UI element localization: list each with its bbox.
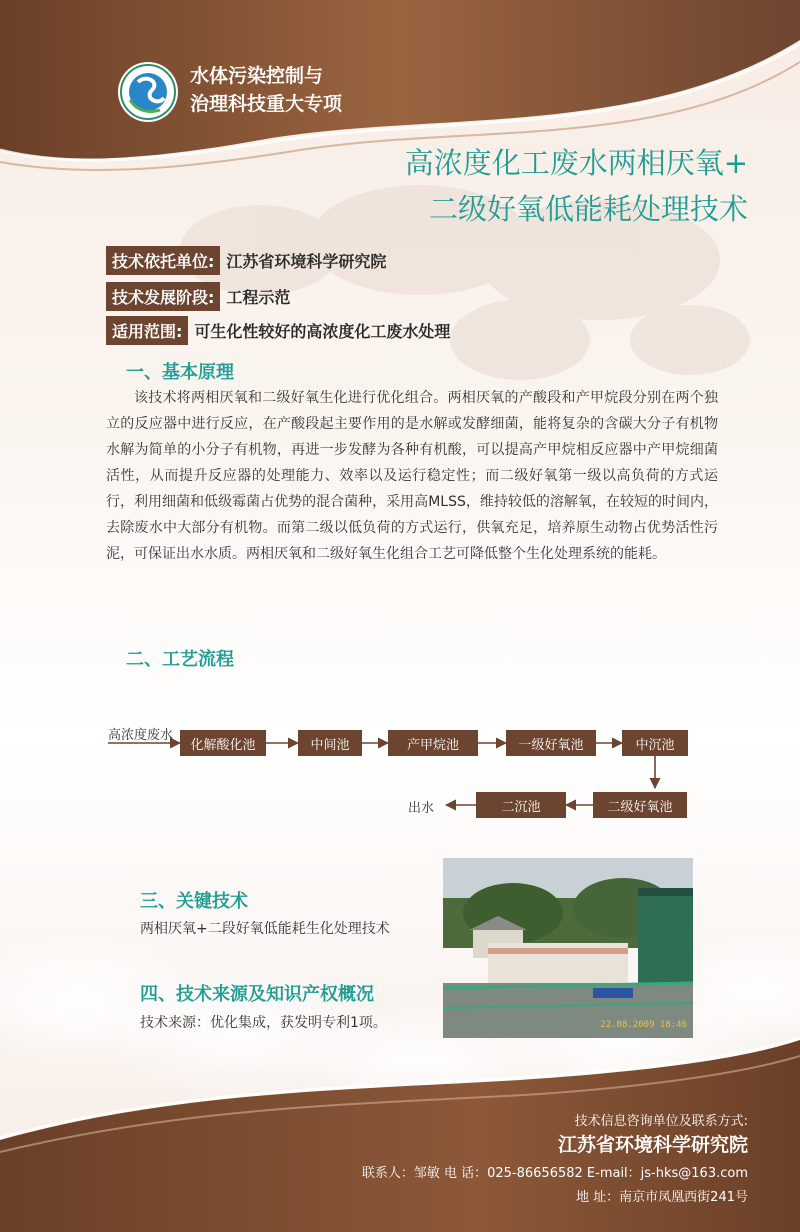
title-line1: 高浓度化工废水两相厌氧+ xyxy=(404,146,748,180)
info-tag: 技术发展阶段: xyxy=(106,282,220,311)
flow-step-hydrolysis: 化解酸化池 xyxy=(180,730,266,756)
section4-heading: 四、技术来源及知识产权概况 xyxy=(140,984,374,1005)
flow-step-aerobic1: 一级好氧池 xyxy=(506,730,596,756)
facility-photo-image xyxy=(443,858,693,1038)
flow-step-mid-settler: 中沉池 xyxy=(622,730,688,756)
info-value: 江苏省环境科学研究院 xyxy=(226,252,387,271)
info-value: 工程示范 xyxy=(226,288,291,307)
program-name-line2: 治理科技重大专项 xyxy=(190,93,343,115)
contact-address: 地 址：南京市凤凰西街241号 xyxy=(576,1190,748,1205)
info-tag: 适用范围: xyxy=(106,316,188,345)
section3-body: 两相厌氧+二段好氧低能耗生化处理技术 xyxy=(140,921,390,937)
section1-body: 该技术将两相厌氧和二级好氧生化进行优化组合。两相厌氧的产酸段和产甲烷段分别在两个独立的反应器中进行反应，在产酸段起主要作用的是水解或发酵细菌，能将复杂的含碳大分子有机物水解为简单的小分子有机物，再进一步发酵为各种有机酸，可以提高产甲烷相反应器中产甲烷细菌活性，从而提升反应器的处理能力、效率以及运行稳定性；而二级好氧第一级以高负荷的方式运行，利用细菌和低级霉菌占优势的混合菌种，采用高MLSS，维持较低的溶解氧，在较短的时间内，去除废水中大部分有机物。而第二级以低负荷的方式运行，供氧充足，培养原生动物占优势活性污泥，可保证出水水质。两相厌氧和二级好氧生化组合工艺可降低整个生化处理系统的能耗。 xyxy=(106,390,718,562)
flow-step-intermediate: 中间池 xyxy=(298,730,362,756)
section1-heading: 一、基本原理 xyxy=(126,362,234,383)
contact-heading: 技术信息咨询单位及联系方式: xyxy=(574,1114,748,1129)
title-line2: 二级好氧低能耗处理技术 xyxy=(428,192,748,226)
photo-date-stamp: 22.08.2009 18:46 xyxy=(600,1020,687,1030)
flow-input-label: 高浓度废水 xyxy=(108,728,174,743)
flow-output-label: 出水 xyxy=(408,801,435,816)
facility-photo xyxy=(443,858,693,1038)
info-value: 可生化性较好的高浓度化工废水处理 xyxy=(194,322,451,341)
section2-heading: 二、工艺流程 xyxy=(126,649,234,670)
info-tag: 技术依托单位: xyxy=(106,246,220,275)
flow-step-methane: 产甲烷池 xyxy=(388,730,478,756)
program-name-line1: 水体污染控制与 xyxy=(190,65,324,87)
contact-phone-email: 联系人：邹敏 电 话：025-86656582 E-mail：js-hks@163.com xyxy=(361,1166,748,1181)
contact-org: 江苏省环境科学研究院 xyxy=(557,1134,748,1156)
section4-body: 技术来源：优化集成，获发明专利1项。 xyxy=(140,1015,387,1031)
flow-step-aerobic2: 二级好氧池 xyxy=(593,792,687,818)
flow-step-secondary-settler: 二沉池 xyxy=(476,792,566,818)
section3-heading: 三、关键技术 xyxy=(140,891,248,912)
